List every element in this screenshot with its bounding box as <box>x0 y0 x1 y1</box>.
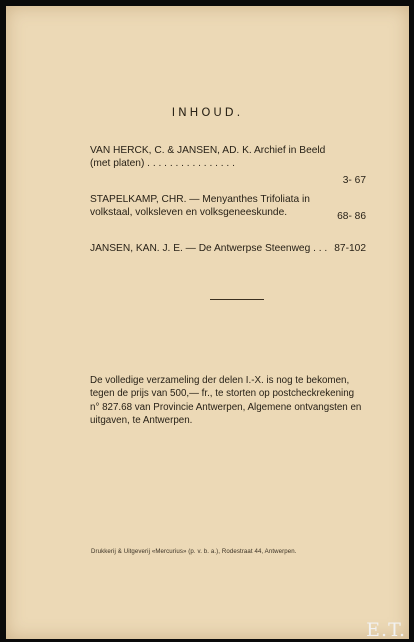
collection-note <box>90 374 370 427</box>
toc-entry-line: JANSEN, KAN. J. E. — De Antwerpse Steenweg . . . <box>90 243 328 254</box>
toc-entry-pages: 68- 86 <box>337 211 366 222</box>
note-line: tegen de prijs van 500,— fr., te storten op postcheckrekening <box>90 388 355 400</box>
toc-entry-line: (met platen) . . . . . . . . . . . . . . . . <box>90 158 235 169</box>
toc-entry-line: VAN HERCK, C. & JANSEN, AD. K. Archief in Beeld <box>90 145 326 156</box>
toc-entry-pages: 87-102 <box>334 243 366 254</box>
toc-entry <box>90 193 366 230</box>
toc-entry-pages: 3- 67 <box>342 175 366 186</box>
note-line: De volledige verzameling der delen I.-X. is nog te bekomen, <box>90 375 350 386</box>
document-page <box>6 6 409 639</box>
toc-entry <box>90 144 366 184</box>
page-title: INHOUD. <box>171 105 244 119</box>
table-of-contents <box>90 144 366 255</box>
note-line: n° 827.68 van Provincie Antwerpen, Algemene ontvangsten en <box>90 401 362 413</box>
printer-imprint: Drukkerij & Uitgeverij «Mercurius» (p. v. b. a.), Rodestraat 44, Antwerpen. <box>91 548 297 555</box>
note-line: uitgaven, te Antwerpen. <box>90 414 193 426</box>
toc-entry <box>90 242 366 255</box>
toc-entry-line: STAPELKAMP, CHR. — Menyanthes Trifoliata in <box>90 194 310 205</box>
toc-entry-line: volkstaal, volksleven en volksgeneeskunde. <box>90 207 288 218</box>
section-divider <box>210 299 264 300</box>
watermark: E.T. <box>366 619 406 641</box>
